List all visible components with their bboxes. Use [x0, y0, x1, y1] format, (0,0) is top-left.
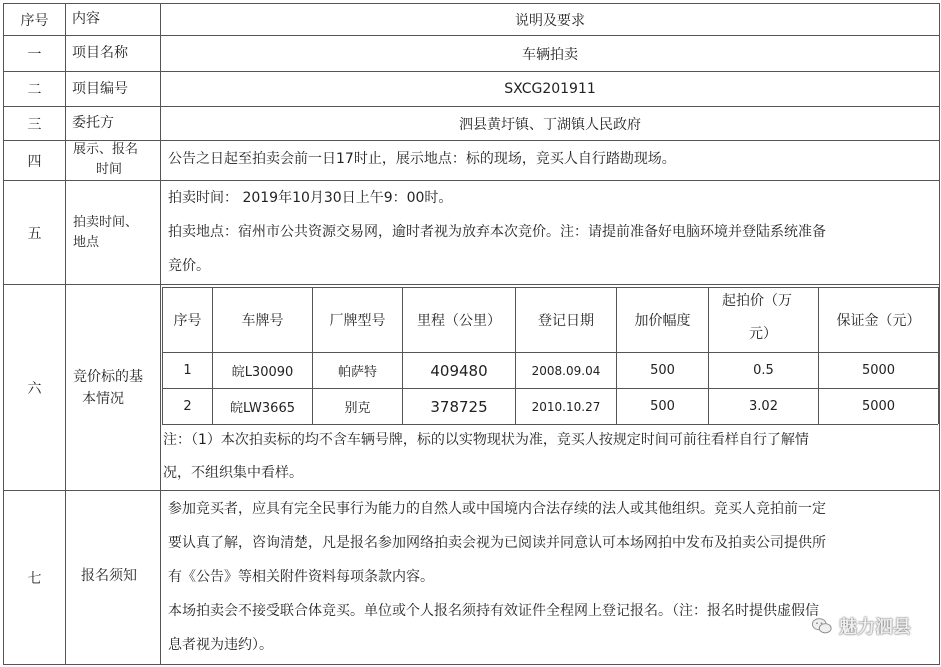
row7-line4: 本场拍卖会不接受联合体竞买。单位或个人报名须持有效证件全程网上登记报名。（注：报名时提供虚假信 — [168, 603, 819, 619]
row7-label: 报名须知 — [81, 568, 137, 584]
row6-note-line1: 注：（1）本次拍卖标的均不含车辆号牌，标的以实物现状为准，竞买人按规定时间可前往看样自行了解情 — [163, 432, 809, 448]
row3-value: 泗县黄圩镇、丁湖镇人民政府 — [459, 116, 641, 133]
table-cell: 2008.09.04 — [531, 363, 601, 378]
th-reg-date: 登记日期 — [538, 313, 594, 329]
row6-seq: 六 — [27, 380, 42, 397]
table-cell: 别克 — [344, 401, 371, 416]
watermark-text: 魅力泗县 — [839, 617, 911, 638]
row7-line2: 要认真了解，咨询清楚，凡是报名参加网络拍卖会视为已阅读并同意认可本场网拍中发布及拍卖公司提供所 — [168, 535, 826, 551]
row3-seq: 三 — [27, 116, 42, 133]
th-model: 厂牌型号 — [329, 313, 386, 329]
row5-line1: 拍卖时间： 2019年10月30日上午9：00时。 — [168, 190, 453, 206]
row5-label-line2: 地点 — [73, 235, 100, 250]
row6-label-line2: 本情况 — [82, 391, 124, 407]
table-cell: 500 — [650, 399, 675, 414]
header-content: 内容 — [72, 11, 100, 27]
table-cell: 皖L30090 — [231, 365, 294, 380]
th-plate: 车牌号 — [241, 313, 284, 329]
table-cell: 378725 — [430, 397, 488, 416]
row4-label-line2: 时间 — [96, 162, 123, 177]
row2-label: 项目编号 — [72, 81, 128, 97]
row6-label-line1: 竞价标的基 — [73, 369, 143, 385]
table-cell: 3.02 — [749, 399, 778, 414]
table-cell: 409480 — [430, 361, 488, 380]
table-cell: 5000 — [861, 363, 896, 378]
row7-line1: 参加竞买者，应具有完全民事行为能力的自然人或中国境内合法存续的法人或其他组织。竞买人竞拍前一定 — [168, 501, 826, 517]
th-start-price: 起拍价（万 — [722, 293, 792, 309]
table-cell: 500 — [650, 363, 675, 378]
table-cell: 帕萨特 — [337, 365, 377, 380]
row7-seq: 七 — [27, 570, 42, 587]
row1-seq: 一 — [27, 46, 42, 63]
wechat-icon — [811, 615, 833, 637]
row1-value: 车辆拍卖 — [522, 46, 578, 63]
table-cell: 5000 — [861, 399, 896, 414]
th-mileage: 里程（公里） — [417, 313, 501, 329]
header-desc: 说明及要求 — [515, 12, 585, 29]
row4-label-line1: 展示、报名 — [73, 142, 139, 157]
watermark — [811, 613, 911, 639]
table-cell: 2010.10.27 — [531, 399, 601, 414]
table-cell: 1 — [183, 363, 192, 378]
row5-seq: 五 — [27, 225, 42, 242]
row5-label-line1: 拍卖时间、 — [73, 215, 139, 230]
th-start-price-unit: 元） — [749, 326, 777, 342]
row6-note-line2: 况，不组织集中看样。 — [163, 465, 303, 481]
header-seq: 序号 — [20, 12, 49, 29]
row2-value: SXCG201911 — [504, 81, 596, 97]
th-increment: 加价幅度 — [634, 313, 691, 329]
row4-text: 公告之日起至拍卖会前一日17时止，展示地点：标的现场，竞买人自行踏勘现场。 — [168, 151, 676, 167]
row4-seq: 四 — [27, 153, 42, 170]
row7-line5: 息者视为违约）。 — [168, 637, 273, 653]
th-seq: 序号 — [173, 313, 202, 329]
row5-line2: 拍卖地点：宿州市公共资源交易网，逾时者视为放弃本次竞价。注：请提前准备好电脑环境并登陆系统准备 — [168, 224, 826, 240]
row3-label: 委托方 — [72, 115, 114, 131]
th-deposit: 保证金（元） — [836, 313, 921, 329]
table-cell: 2 — [183, 399, 192, 414]
row5-line3: 竞价。 — [168, 258, 210, 274]
row2-seq: 二 — [27, 82, 42, 98]
table-cell: 0.5 — [753, 363, 774, 378]
row7-line3: 有《公告》等相关附件资料每项条款内容。 — [168, 569, 434, 585]
table-cell: 皖LW3665 — [230, 401, 295, 416]
row1-label: 项目名称 — [72, 45, 128, 61]
